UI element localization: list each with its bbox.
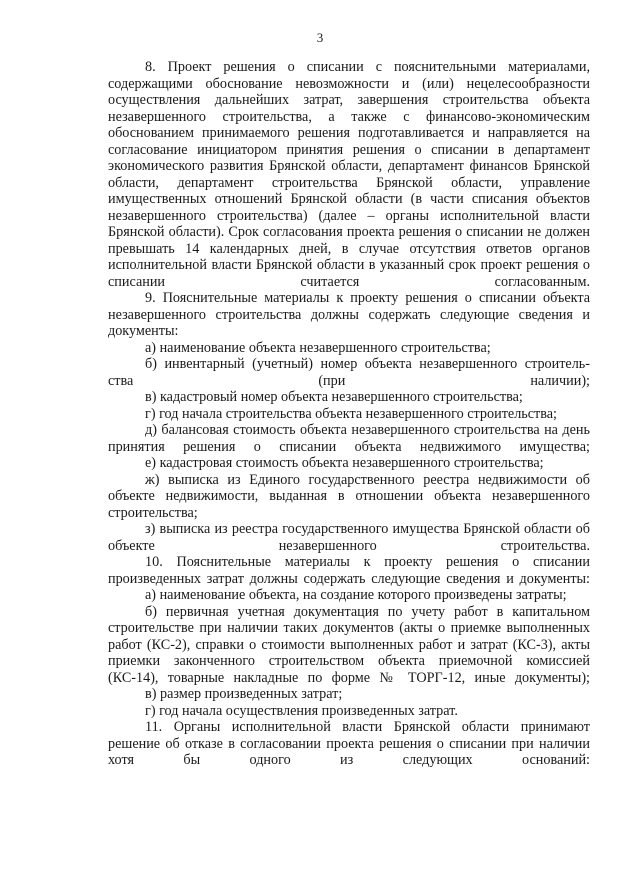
paragraph-10: 10. Пояснительные материалы к проекту решения о списании произведенных затрат должны содержать следующие сведения и документы: [108, 554, 590, 587]
paragraph-8: 8. Проект решения о списании с пояснительными материалами, содержащими обоснование невозможности и (или) нецелесообразности осуществления дальнейших затрат, завершения строительства объекта незавершенного строительства, а также с финансово-экономическим обоснованием принимаемого решения подготавливается и направляется на согласование инициатором принятия решения о списании в департамент экономического развития Брянской области, департамент финансов Брянской области, департамент строительства Брянской области, управление имущественных отношений Брянской области (в части списания объектов незавершенного строительства) (далее – органы исполнительной власти Брянской области). Срок согласования проекта решения о списании не должен превышать 14 календарных дней, в случае отсутствия ответов органов исполнительной власти Брянской области в указанный срок проект решения о списании считается согласованным. [108, 59, 590, 290]
list-item-9h: з) выписка из реестра государственного имущества Брянской области об объекте незавершенного строительства. [108, 521, 590, 554]
list-item-9c: в) кадастровый номер объекта незавершенного строительства; [145, 389, 523, 405]
paragraph-9: 9. Пояснительные материалы к проекту решения о списании объекта незавершенного строительства должны содержать следующие сведения и документы: [108, 290, 590, 339]
page-number: 3 [316, 30, 324, 45]
list-item-9b: б) инвентарный (учетный) номер объекта незавершенного строитель-ства (при наличии); [108, 356, 590, 389]
list-item-9a: а) наименование объекта незавершенного строительства; [145, 339, 491, 356]
list-item-10c: в) размер произведенных затрат; [145, 686, 343, 702]
list-item-10a: а) наименование объекта, на создание которого произведены затраты; [145, 587, 567, 603]
list-item-10b: б) первичная учетная документация по учету работ в капитальном строительстве при наличии таких документов (акты о приемке выполненных работ (КС-2), справки о стоимости выполненных работ и затрат (КС-3), акты приемки законченного строительством объекта приемочной комиссией (КС-14), товарные накладные по форме № ТОРГ-12, иные документы); [108, 603, 590, 686]
paragraph-11: 11. Органы исполнительной власти Брянской области принимают решение об отказе в согласовании проекта решения о списании при наличии хотя бы одного из следующих оснований: [108, 719, 590, 768]
list-item-9e: д) балансовая стоимость объекта незавершенного строительства на день принятия решения о списании объекта недвижимого имущества; [108, 422, 590, 455]
list-item-9f: е) кадастровая стоимость объекта незавершенного строительства; [145, 455, 544, 471]
list-item-9d: г) год начала строительства объекта незавершенного строительства; [145, 405, 557, 422]
list-item-9g: ж) выписка из Единого государственного реестра недвижимости об объекте недвижимости, выданная в отношении объекта незавершенного строительства; [108, 471, 590, 521]
document-body [108, 59, 590, 769]
list-item-10d: г) год начала осуществления произведенных затрат. [145, 702, 458, 719]
